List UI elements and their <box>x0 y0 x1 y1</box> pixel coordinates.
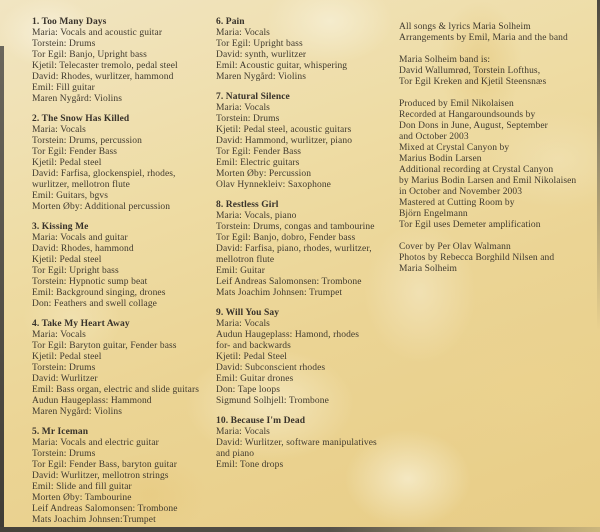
note-line: Mixed at Crystal Canyon by <box>399 143 510 153</box>
note-line: in October and November 2003 <box>399 187 523 197</box>
note-line: Photos by Rebecca Borghild Nilsen and <box>399 253 555 263</box>
note-paragraph <box>399 99 584 231</box>
credit-line: Kjetil: Pedal steel <box>32 255 102 265</box>
track-title: 6. Pain <box>216 17 245 27</box>
credit-line: Kjetil: Pedal steel, acoustic guitars <box>216 125 352 135</box>
credit-line: Maria: Vocals, piano <box>216 211 297 221</box>
credit-line: David: Farfisa, glockenspiel, rhodes, <box>32 169 176 179</box>
track-title: 8. Restless Girl <box>216 200 279 210</box>
scan-edge-bottom <box>0 527 600 532</box>
credit-line: Emil: Fill guitar <box>32 83 95 93</box>
note-line: and October 2003 <box>399 132 469 142</box>
track-title: 3. Kissing Me <box>32 222 89 232</box>
note-line: Tor Egil uses Demeter amplification <box>399 220 541 230</box>
credit-line: David: Wurlitzer, mellotron strings <box>32 471 169 481</box>
credit-line: Maria: Vocals <box>32 125 86 135</box>
note-paragraph <box>399 242 584 275</box>
note-line: Maria Solheim <box>399 264 458 274</box>
credit-line: Maren Nygård: Violins <box>32 407 123 417</box>
credit-line: Tor Egil: Banjo, Upright bass <box>32 50 147 60</box>
credit-line: Morten Øby: Percussion <box>216 169 312 179</box>
credit-line: Tor Egil: Baryton guitar, Fender bass <box>32 341 177 351</box>
track-block <box>216 200 399 299</box>
credit-line: Maria: Vocals <box>216 427 270 437</box>
credit-line: Torstein: Drums <box>32 363 96 373</box>
credit-line: Maria: Vocals <box>216 319 270 329</box>
credit-line: David: synth, wurlitzer <box>216 50 307 60</box>
note-line: All songs & lyrics Maria Solheim <box>399 22 531 32</box>
credit-line: Emil: Guitars, bgvs <box>32 191 109 201</box>
note-line: Mastered at Cutting Room by <box>399 198 515 208</box>
track-list-column-middle <box>216 17 399 532</box>
credit-line: Audun Haugeplass: Hammond <box>32 396 152 406</box>
track-block <box>32 114 216 213</box>
note-line: Additional recording at Crystal Canyon <box>399 165 554 175</box>
credit-line: Maren Nygård: Violins <box>32 94 123 104</box>
note-line: Produced by Emil Nikolaisen <box>399 99 514 109</box>
note-line: David Wallumrød, Torstein Lofthus, <box>399 66 541 76</box>
credit-line: Mats Joachim Johnsen: Trumpet <box>216 288 343 298</box>
credit-line: mellotron flute <box>216 255 275 265</box>
credit-line: David: Farfisa, piano, rhodes, wurlitzer, <box>216 244 372 254</box>
track-title: 9. Will You Say <box>216 308 280 318</box>
credit-line: Maria: Vocals and electric guitar <box>32 438 159 448</box>
track-block <box>32 427 216 526</box>
credit-line: Tor Egil: Upright bass <box>216 39 303 49</box>
track-title: 4. Take My Heart Away <box>32 319 130 329</box>
credit-line: wurlitzer, mellotron flute <box>32 180 130 190</box>
credit-line: David: Wurlitzer, software manipulatives <box>216 438 377 448</box>
note-line: Marius Bodin Larsen <box>399 154 482 164</box>
credit-line: Torstein: Drums <box>32 39 96 49</box>
credit-line: Olav Hynnekleiv: Saxophone <box>216 180 331 190</box>
track-block <box>32 17 216 105</box>
credit-line: for- and backwards <box>216 341 291 351</box>
credit-line: Torstein: Hypnotic sump beat <box>32 277 148 287</box>
credit-line: David: Rhodes, wurlitzer, hammond <box>32 72 174 82</box>
credit-line: Sigmund Solhjell: Trombone <box>216 396 329 406</box>
credit-line: Emil: Acoustic guitar, whispering <box>216 61 348 71</box>
credit-line: Maria: Vocals <box>216 28 270 38</box>
credit-line: Tor Egil: Banjo, dobro, Fender bass <box>216 233 356 243</box>
credit-line: Torstein: Drums <box>32 449 96 459</box>
credit-line: Morten Øby: Tambourine <box>32 493 132 503</box>
credit-line: David: Wurlitzer <box>32 374 98 384</box>
credit-line: Emil: Tone drops <box>216 460 284 470</box>
credit-line: Emil: Bass organ, electric and slide guitars <box>32 385 200 395</box>
note-paragraph <box>399 22 584 44</box>
credit-line: Tor Egil: Upright bass <box>32 266 119 276</box>
track-title: 5. Mr Iceman <box>32 427 89 437</box>
note-line: Maria Solheim band is: <box>399 55 491 65</box>
credit-line: Maren Nygård: Violins <box>216 72 307 82</box>
track-title: 1. Too Many Days <box>32 17 107 27</box>
credit-line: Mats Joachim Johnsen:Trumpet <box>32 515 156 525</box>
credit-line: Maria: Vocals and acoustic guitar <box>32 28 163 38</box>
credit-line: Maria: Vocals and guitar <box>32 233 128 243</box>
track-block <box>216 308 399 407</box>
credit-line: Kjetil: Pedal steel <box>32 352 102 362</box>
note-line: Don Dons in June, August, September <box>399 121 548 131</box>
note-line: Recorded at Hangaroundsounds by <box>399 110 536 120</box>
credit-line: Kjetil: Pedal steel <box>32 158 102 168</box>
credit-line: Kjetil: Pedal Steel <box>216 352 288 362</box>
note-line: Cover by Per Olav Walmann <box>399 242 511 252</box>
credit-line: Leif Andreas Salomonsen: Trombone <box>32 504 178 514</box>
credit-line: Leif Andreas Salomonsen: Trombone <box>216 277 362 287</box>
credit-line: Tor Egil: Fender Bass, baryton guitar <box>32 460 177 470</box>
note-line: Tor Egil Kreken and Kjetil Steensnæs <box>399 77 547 87</box>
credit-line: Torstein: Drums, congas and tambourine <box>216 222 375 232</box>
track-title: 7. Natural Silence <box>216 92 290 102</box>
track-block <box>216 416 399 471</box>
note-line: Arrangements by Emil, Maria and the band <box>399 33 568 43</box>
credit-line: Maria: Vocals <box>216 103 270 113</box>
track-block <box>32 222 216 310</box>
credit-line: David: Rhodes, hammond <box>32 244 134 254</box>
track-title: 10. Because I'm Dead <box>216 416 306 426</box>
credit-line: Emil: Background singing, drones <box>32 288 166 298</box>
track-block <box>32 319 216 418</box>
credit-line: Torstein: Drums <box>216 114 280 124</box>
credit-line: Emil: Guitar <box>216 266 265 276</box>
track-title: 2. The Snow Has Killed <box>32 114 130 124</box>
note-paragraph <box>399 55 584 88</box>
credit-line: Emil: Electric guitars <box>216 158 300 168</box>
note-line: by Marius Bodin Larsen and Emil Nikolaisen <box>399 176 577 186</box>
credit-line: Tor Egil: Fender Bass <box>216 147 302 157</box>
credit-line: Emil: Guitar drones <box>216 374 294 384</box>
scan-edge-left <box>0 46 4 532</box>
credit-line: and piano <box>216 449 255 459</box>
notes-column <box>399 17 584 532</box>
credit-line: Maria: Vocals <box>32 330 86 340</box>
track-block <box>216 92 399 191</box>
credit-line: Audun Haugeplass: Hamond, rhodes <box>216 330 360 340</box>
track-list-column-left <box>32 17 216 532</box>
credit-line: Torstein: Drums, percussion <box>32 136 142 146</box>
credit-line: David: Hammond, wurlitzer, piano <box>216 136 353 146</box>
track-block <box>216 17 399 83</box>
credit-line: Kjetil: Telecaster tremolo, pedal steel <box>32 61 178 71</box>
note-line: Björn Engelmann <box>399 209 468 219</box>
credit-line: Don: Tape loops <box>216 385 280 395</box>
credit-line: Tor Egil: Fender Bass <box>32 147 118 157</box>
credit-line: David: Subconscient rhodes <box>216 363 326 373</box>
credit-line: Emil: Slide and fill guitar <box>32 482 132 492</box>
credit-line: Morten Øby: Additional percussion <box>32 202 171 212</box>
credit-line: Don: Feathers and swell collage <box>32 299 157 309</box>
